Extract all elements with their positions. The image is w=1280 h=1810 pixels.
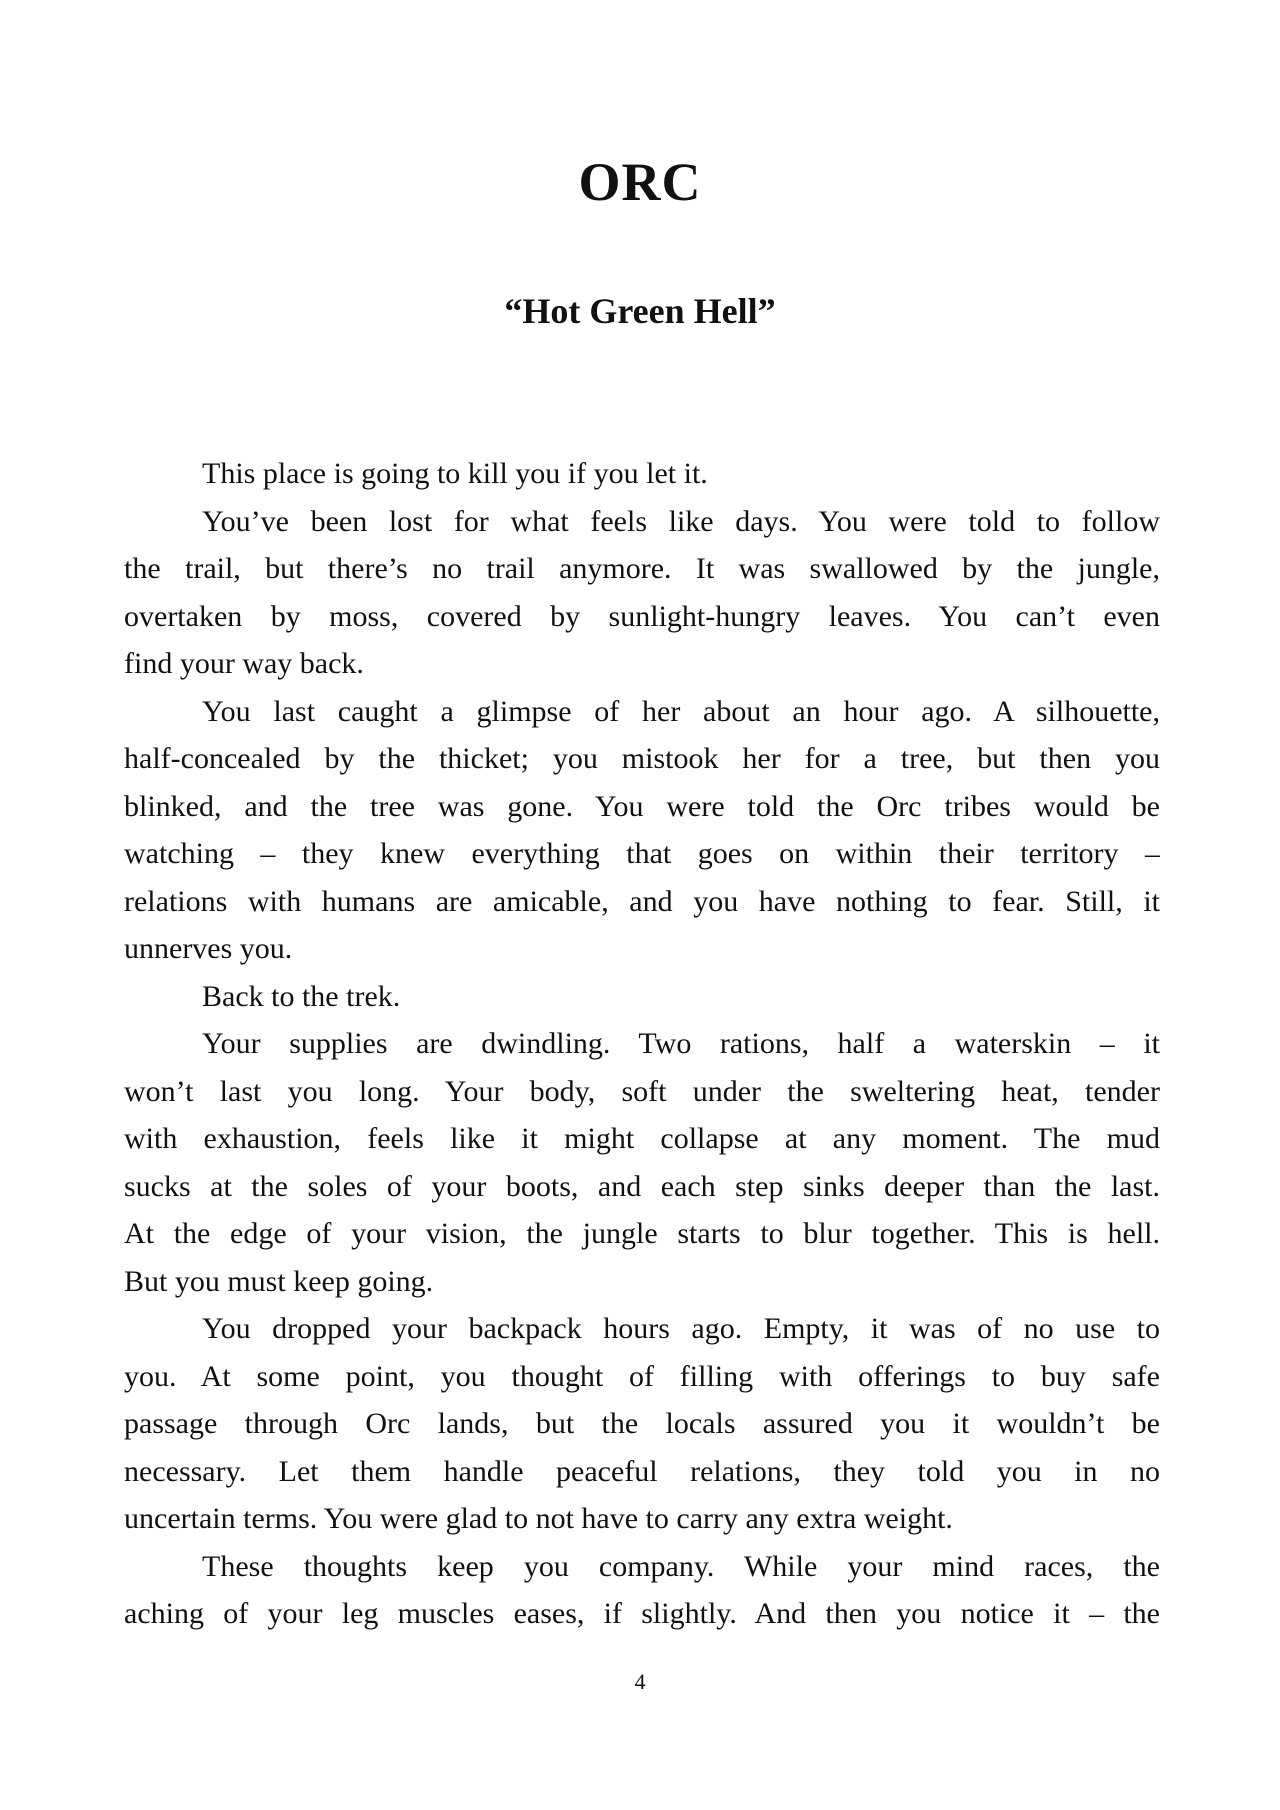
text-line: the trail, but there’s no trail anymore. It was swallowed by the jungle, — [124, 552, 1160, 585]
text-line: sucks at the soles of your boots, and each step sinks deeper than the last. — [124, 1169, 1160, 1203]
text-line: uncertain terms. You were glad to not have to carry any extra weight. — [124, 1502, 953, 1535]
text-line: passage through Orc lands, but the locals assured you it wouldn’t be — [124, 1407, 1160, 1440]
text-line: find your way back. — [124, 647, 364, 680]
text-line: overtaken by moss, covered by sunlight-hungry leaves. You can’t even — [124, 599, 1160, 633]
text-line: relations with humans are amicable, and you have nothing to fear. Still, it — [124, 884, 1160, 918]
paragraph — [124, 973, 1160, 1021]
text-line: blinked, and the tree was gone. You were told the Orc tribes would be — [124, 789, 1160, 823]
text-line: Your supplies are dwindling. Two rations, half a waterskin – it — [202, 1027, 1160, 1060]
body-text — [124, 450, 1160, 1638]
chapter-subtitle: “Hot Green Hell” — [504, 291, 776, 331]
paragraph — [124, 1543, 1160, 1638]
text-line: won’t last you long. Your body, soft under the sweltering heat, tender — [124, 1074, 1160, 1108]
text-line: you. At some point, you thought of filling with offerings to buy safe — [124, 1359, 1160, 1393]
text-line: You’ve been lost for what feels like days. You were told to follow — [202, 504, 1160, 538]
paragraph — [124, 450, 1160, 498]
paragraph — [124, 498, 1160, 688]
chapter-title: ORC — [578, 152, 702, 212]
text-line: aching of your leg muscles eases, if slightly. And then you notice it – the — [124, 1597, 1160, 1630]
text-line: At the edge of your vision, the jungle starts to blur together. This is hell. — [124, 1217, 1160, 1250]
text-line: Back to the trek. — [202, 979, 401, 1013]
paragraph — [124, 688, 1160, 973]
text-line: These thoughts keep you company. While your mind races, the — [202, 1549, 1160, 1583]
text-line: necessary. Let them handle peaceful relations, they told you in no — [124, 1454, 1160, 1488]
text-line: watching – they knew everything that goes on within their territory – — [124, 837, 1160, 870]
text-line: This place is going to kill you if you let it. — [202, 457, 708, 490]
page-number: 4 — [634, 1669, 646, 1694]
text-line: half-concealed by the thicket; you mistook her for a tree, but then you — [124, 742, 1160, 775]
paragraph — [124, 1020, 1160, 1305]
text-line: But you must keep going. — [124, 1264, 434, 1298]
text-line: unnerves you. — [124, 932, 293, 965]
text-line: You last caught a glimpse of her about an hour ago. A silhouette, — [202, 694, 1160, 728]
paragraph — [124, 1305, 1160, 1543]
text-line: with exhaustion, feels like it might collapse at any moment. The mud — [124, 1122, 1160, 1155]
text-line: You dropped your backpack hours ago. Empty, it was of no use to — [202, 1312, 1160, 1345]
